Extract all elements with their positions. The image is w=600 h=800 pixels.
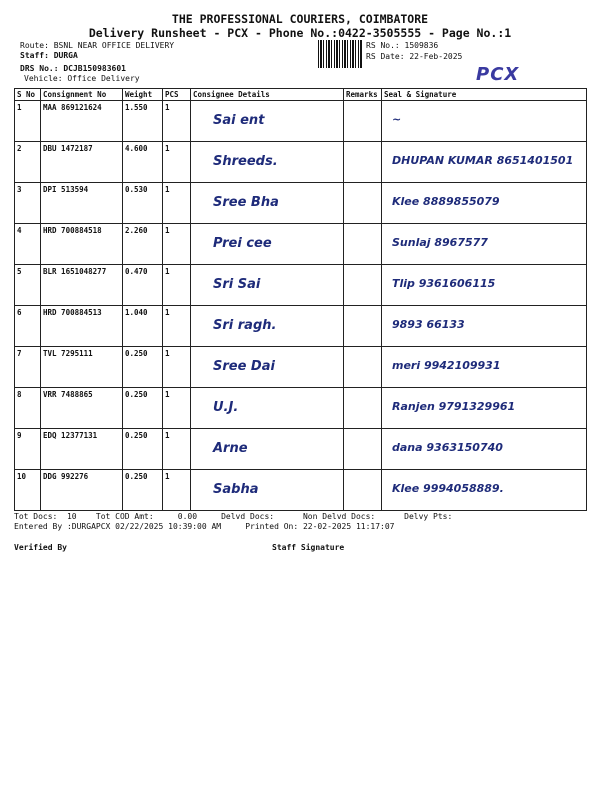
seal-signature-cell xyxy=(382,224,587,265)
consignee-cell xyxy=(191,306,344,347)
remarks-cell xyxy=(344,101,382,142)
sno-cell: 4 xyxy=(15,224,41,265)
column-header: S No xyxy=(15,89,41,101)
column-header: Weight xyxy=(123,89,163,101)
remarks-cell xyxy=(344,306,382,347)
table-header-row xyxy=(15,89,587,101)
consignment-cell: HRD 700884513 xyxy=(41,306,123,347)
signature-handwriting: Klee 8889855079 xyxy=(392,195,500,208)
consignee-handwriting: U.J. xyxy=(213,400,239,415)
remarks-cell xyxy=(344,388,382,429)
column-header: PCS xyxy=(163,89,191,101)
consignment-cell: DDG 992276 xyxy=(41,470,123,511)
seal-signature-cell xyxy=(382,265,587,306)
consignee-handwriting: Sri Sai xyxy=(213,277,261,292)
sno-cell: 8 xyxy=(15,388,41,429)
remarks-cell xyxy=(344,142,382,183)
consignee-cell xyxy=(191,265,344,306)
weight-cell: 0.470 xyxy=(123,265,163,306)
consignment-cell: MAA 869121624 xyxy=(41,101,123,142)
seal-signature-cell xyxy=(382,306,587,347)
route-label: Route: BSNL NEAR OFFICE DELIVERY xyxy=(20,41,175,50)
table-row xyxy=(15,101,587,142)
signature-handwriting: Klee 9994058889. xyxy=(392,482,504,495)
remarks-cell xyxy=(344,470,382,511)
weight-cell: 0.250 xyxy=(123,429,163,470)
signature-handwriting: Ranjen 9791329961 xyxy=(392,400,516,413)
table-row xyxy=(15,265,587,306)
signature-handwriting: 9893 66133 xyxy=(392,318,465,331)
consignee-handwriting: Sai ent xyxy=(213,113,265,128)
sno-cell: 5 xyxy=(15,265,41,306)
signature-handwriting: ~ xyxy=(392,113,402,126)
weight-cell: 1.550 xyxy=(123,101,163,142)
table-row xyxy=(15,142,587,183)
seal-signature-cell xyxy=(382,429,587,470)
consignee-cell xyxy=(191,429,344,470)
sno-cell: 7 xyxy=(15,347,41,388)
consignee-handwriting: Arne xyxy=(213,441,248,456)
seal-signature-cell xyxy=(382,101,587,142)
seal-signature-cell xyxy=(382,388,587,429)
consignment-cell: DPI 513594 xyxy=(41,183,123,224)
remarks-cell xyxy=(344,429,382,470)
pcs-cell: 1 xyxy=(163,142,191,183)
consignee-handwriting: Prei cee xyxy=(213,236,272,251)
weight-cell: 0.250 xyxy=(123,347,163,388)
pcx-logo: PCX xyxy=(476,64,520,85)
company-title: THE PROFESSIONAL COURIERS, COIMBATORE xyxy=(171,12,429,26)
sno-cell: 1 xyxy=(15,101,41,142)
sno-cell: 3 xyxy=(15,183,41,224)
table-row xyxy=(15,347,587,388)
consignee-handwriting: Sabha xyxy=(213,482,259,497)
remarks-cell xyxy=(344,347,382,388)
table-row xyxy=(15,470,587,511)
signature-handwriting: meri 9942109931 xyxy=(392,359,501,372)
remarks-cell xyxy=(344,224,382,265)
entered-line: Entered By :DURGAPCX 02/22/2025 10:39:00 AM Printed On: 22-02-2025 11:17:07 xyxy=(14,522,395,531)
consignee-handwriting: Sree Dai xyxy=(213,359,275,374)
table-row xyxy=(15,388,587,429)
consignee-handwriting: Shreeds. xyxy=(213,154,278,169)
pcs-cell: 1 xyxy=(163,101,191,142)
weight-cell: 0.530 xyxy=(123,183,163,224)
weight-cell: 0.250 xyxy=(123,388,163,429)
consignee-cell xyxy=(191,101,344,142)
runsheet-table xyxy=(14,88,587,511)
pcs-cell: 1 xyxy=(163,224,191,265)
weight-cell: 2.260 xyxy=(123,224,163,265)
column-header: Seal & Signature xyxy=(382,89,587,101)
sno-cell: 6 xyxy=(15,306,41,347)
sno-cell: 10 xyxy=(15,470,41,511)
pcs-cell: 1 xyxy=(163,306,191,347)
consignee-cell xyxy=(191,142,344,183)
verified-by-label: Verified By xyxy=(14,543,67,552)
runsheet-subtitle: Delivery Runsheet - PCX - Phone No.:0422-3505555 - Page No.:1 xyxy=(88,26,512,40)
consignment-cell: DBU 1472187 xyxy=(41,142,123,183)
consignment-cell: EDQ 12377131 xyxy=(41,429,123,470)
consignee-cell xyxy=(191,470,344,511)
staff-signature-label: Staff Signature xyxy=(272,543,345,552)
totals-line: Tot Docs: 10 Tot COD Amt: 0.00 Delvd Docs: Non Delvd Docs: Delvy Pts: xyxy=(14,512,453,521)
column-header: Consignment No xyxy=(41,89,123,101)
remarks-cell xyxy=(344,183,382,224)
sno-cell: 9 xyxy=(15,429,41,470)
remarks-cell xyxy=(344,265,382,306)
consignee-cell xyxy=(191,347,344,388)
sno-cell: 2 xyxy=(15,142,41,183)
table-row xyxy=(15,306,587,347)
consignee-handwriting: Sri ragh. xyxy=(213,318,277,333)
barcode-image xyxy=(318,40,362,68)
weight-cell: 1.040 xyxy=(123,306,163,347)
signature-handwriting: Tlip 9361606115 xyxy=(392,277,496,290)
table-body xyxy=(15,101,587,511)
vehicle-label: Vehicle: Office Delivery xyxy=(24,74,140,83)
pcs-cell: 1 xyxy=(163,183,191,224)
pcs-cell: 1 xyxy=(163,470,191,511)
consignee-cell xyxy=(191,183,344,224)
signature-handwriting: DHUPAN KUMAR 8651401501 xyxy=(392,154,574,167)
rs-number: RS No.: 1509836 xyxy=(366,41,439,50)
table-row xyxy=(15,183,587,224)
rs-date: RS Date: 22-Feb-2025 xyxy=(366,52,463,61)
signature-handwriting: Sunlaj 8967577 xyxy=(392,236,488,249)
seal-signature-cell xyxy=(382,470,587,511)
column-header: Remarks xyxy=(344,89,382,101)
seal-signature-cell xyxy=(382,183,587,224)
consignee-cell xyxy=(191,388,344,429)
table-row xyxy=(15,429,587,470)
pcs-cell: 1 xyxy=(163,388,191,429)
consignment-cell: VRR 7488865 xyxy=(41,388,123,429)
staff-label: Staff: DURGA xyxy=(20,51,78,60)
consignee-handwriting: Sree Bha xyxy=(213,195,279,210)
table-row xyxy=(15,224,587,265)
signature-handwriting: dana 9363150740 xyxy=(392,441,503,454)
weight-cell: 4.600 xyxy=(123,142,163,183)
pcs-cell: 1 xyxy=(163,347,191,388)
pcs-cell: 1 xyxy=(163,265,191,306)
drs-number: DRS No.: DCJB150983601 xyxy=(20,64,126,73)
seal-signature-cell xyxy=(382,142,587,183)
column-header: Consignee Details xyxy=(191,89,344,101)
consignment-cell: HRD 700884518 xyxy=(41,224,123,265)
consignee-cell xyxy=(191,224,344,265)
consignment-cell: BLR 1651048277 xyxy=(41,265,123,306)
consignment-cell: TVL 7295111 xyxy=(41,347,123,388)
weight-cell: 0.250 xyxy=(123,470,163,511)
seal-signature-cell xyxy=(382,347,587,388)
pcs-cell: 1 xyxy=(163,429,191,470)
